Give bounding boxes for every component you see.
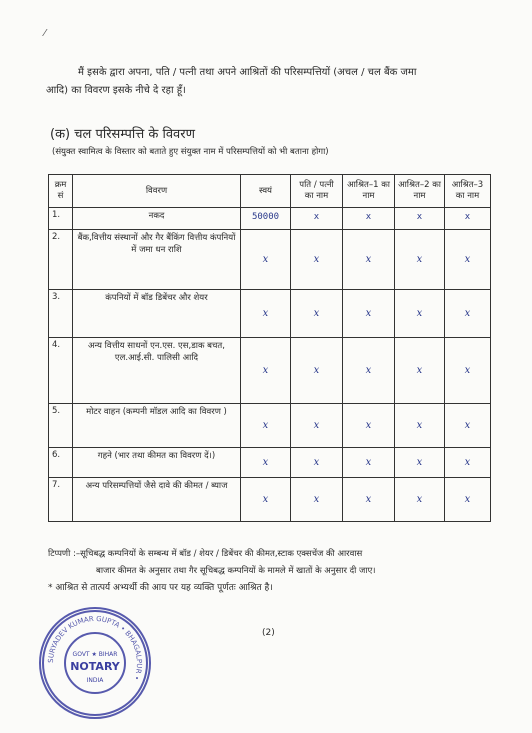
header-serial: क्रम सं — [49, 175, 73, 208]
dependent-2-value: x — [395, 208, 445, 230]
dependent-1-value: x — [343, 208, 395, 230]
header-self: स्वयं — [241, 175, 291, 208]
table-row — [49, 448, 491, 478]
dependent-3-value: x — [445, 448, 491, 478]
spouse-value: x — [291, 208, 343, 230]
dependent-1-value: x — [343, 230, 395, 290]
dependent-3-value: x — [445, 404, 491, 448]
header-dependent-1: आश्रित–1 का नाम — [343, 175, 395, 208]
dependent-2-value: x — [395, 338, 445, 404]
note-block — [48, 546, 508, 597]
dependent-2-value: x — [395, 448, 445, 478]
svg-text:SURYADEV KUMAR GUPTA • BHAGALP: SURYADEV KUMAR GUPTA • BHAGALPUR • — [46, 614, 144, 682]
dependent-2-value: x — [395, 230, 445, 290]
dependent-1-value: x — [343, 478, 395, 522]
svg-text:GOVT ★ BIHAR: GOVT ★ BIHAR — [72, 651, 118, 658]
header-dependent-2: आश्रित–2 का नाम — [395, 175, 445, 208]
section-title: (क) चल परिसम्पत्ति के विवरण — [50, 127, 195, 142]
dependent-2-value: x — [395, 478, 445, 522]
assets-table — [48, 174, 491, 522]
dependent-3-value: x — [445, 230, 491, 290]
spouse-value: x — [291, 230, 343, 290]
dependent-1-value: x — [343, 338, 395, 404]
row-number: 4. — [49, 338, 73, 404]
dependent-3-value: x — [445, 478, 491, 522]
header-spouse: पति / पत्नी का नाम — [291, 175, 343, 208]
table-row — [49, 230, 491, 290]
row-description: अन्य वित्तीय साधनों एन.एस. एस,डाक बचत, एल.आई.सी. पालिसी आदि — [73, 338, 241, 404]
spouse-value: x — [291, 448, 343, 478]
row-number: 2. — [49, 230, 73, 290]
dependent-3-value: x — [445, 338, 491, 404]
spouse-value: x — [291, 290, 343, 338]
page-number: (2) — [262, 628, 275, 638]
table-row — [49, 478, 491, 522]
row-number: 5. — [49, 404, 73, 448]
self-value: x — [241, 290, 291, 338]
dependent-3-value: x — [445, 208, 491, 230]
note-line-1: टिप्पणी :–सूचिबद्ध कम्पनियों के सम्बन्ध में बॉड / शेयर / डिबेंचर की कीमत,स्टाक एक्सचेंज की आरवास — [48, 549, 363, 559]
notary-stamp — [36, 604, 154, 722]
header-dependent-3: आश्रित–3 का नाम — [445, 175, 491, 208]
self-value: x — [241, 230, 291, 290]
dependent-1-value: x — [343, 290, 395, 338]
intro-paragraph — [46, 64, 506, 100]
spouse-value: x — [291, 338, 343, 404]
note-line-2: बाजार कीमत के अनुसार तथा गैर सूचिबद्ध कम्पनियों के मामले में खातों के अनुसार दी जाए। — [96, 566, 376, 576]
row-number: 7. — [49, 478, 73, 522]
self-value: x — [241, 338, 291, 404]
dependent-3-value: x — [445, 290, 491, 338]
table-row — [49, 208, 491, 230]
row-number: 1. — [49, 208, 73, 230]
row-description: नकद — [73, 208, 241, 230]
svg-text:INDIA: INDIA — [86, 677, 104, 684]
spouse-value: x — [291, 404, 343, 448]
table-row — [49, 338, 491, 404]
corner-mark: ⁄ — [44, 28, 46, 39]
row-number: 6. — [49, 448, 73, 478]
dependent-2-value: x — [395, 290, 445, 338]
row-description: गहने (भार तथा कीमत का विवरण दें।) — [73, 448, 241, 478]
table-row — [49, 404, 491, 448]
row-description: अन्य परिसम्पत्तियों जैसे दावे की कीमत / ब्याज — [73, 478, 241, 522]
intro-line-1: मैं इसके द्वारा अपना, पति / पत्नी तथा अपने आश्रितों की परिसम्पत्तियों (अचल / चल बैंक जमा — [78, 67, 417, 78]
self-value: x — [241, 404, 291, 448]
spouse-value: x — [291, 478, 343, 522]
table-header-row — [49, 175, 491, 208]
self-value: 50000 — [241, 208, 291, 230]
dependent-1-value: x — [343, 448, 395, 478]
svg-text:NOTARY: NOTARY — [70, 660, 120, 673]
note-line-3: * आश्रित से तात्पर्य अभ्यर्थी की आय पर यह व्यक्ति पूर्णतः आश्रित है। — [48, 583, 273, 593]
row-number: 3. — [49, 290, 73, 338]
section-subtitle: (संयुक्त स्वामित्व के विस्तार को बताते हुए संयुक्त नाम में परिसम्पत्तियों को भी बताना होगा) — [52, 147, 329, 157]
dependent-1-value: x — [343, 404, 395, 448]
self-value: x — [241, 448, 291, 478]
row-description: बैंक,वित्तीय संस्थानों और गैर बैंकिंग वित्तीय कंपनियों में जमा धन राशि — [73, 230, 241, 290]
header-description: विवरण — [73, 175, 241, 208]
row-description: मोटर वाहन (कम्पनी मॉडल आदि का विवरण ) — [73, 404, 241, 448]
dependent-2-value: x — [395, 404, 445, 448]
intro-line-2: आदि) का विवरण इसके नीचे दे रहा हूँ। — [46, 85, 186, 96]
table-row — [49, 290, 491, 338]
row-description: कंपनियों में बॉड डिबेंचर और शेयर — [73, 290, 241, 338]
self-value: x — [241, 478, 291, 522]
